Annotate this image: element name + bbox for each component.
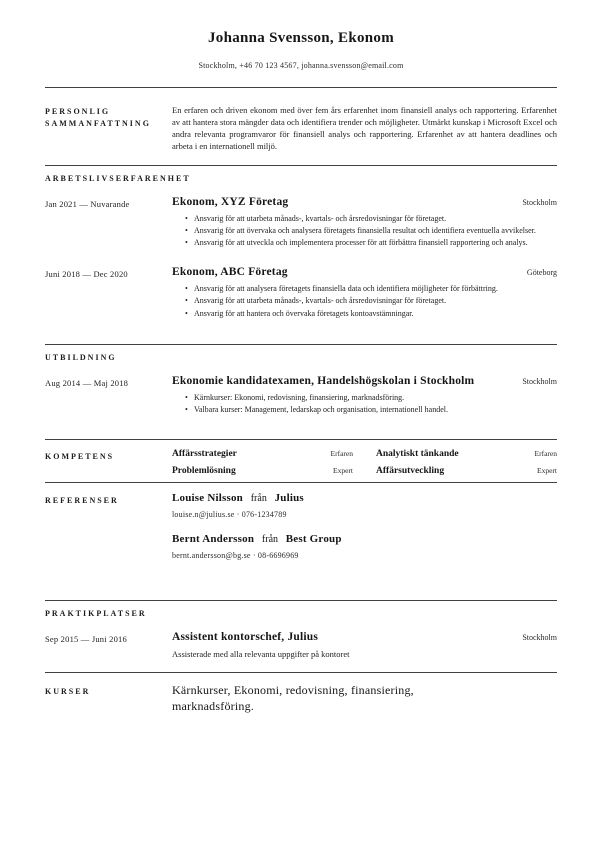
entry-dates: Jan 2021 — Nuvarande: [45, 198, 130, 209]
entry-title-row: [172, 631, 557, 643]
courses-text: Kärnkurser, Ekonomi, redovisning, finansiering, marknadsföring.: [172, 683, 414, 714]
degree-location: Stockholm: [522, 376, 557, 386]
skill-name: Analytiskt tänkande: [376, 449, 459, 460]
reference-name: Bernt Andersson: [172, 533, 255, 546]
bullet-item: • Ansvarig för att övervaka och analysera företagets finansiella resultat och identifiera eventuella avvikelser.: [185, 225, 557, 236]
skill-level: Erfaren: [534, 449, 557, 459]
skill-item: [376, 449, 557, 459]
summary-text: En erfaren och driven ekonom med över fem års erfarenhet inom finansiell analys och rapportering. Erfarenhet av att hantera stora mängder data och identifiera trender och möjligheter. Utmärkt kunskap i Microsoft Excel och andra relevanta programvaror för finansiell analys och rapportering. Erfarenhet av att hantera deadlines och arbeta i en internationell miljö.: [172, 105, 557, 152]
section-label-education: UTBILDNING: [45, 352, 117, 362]
section-experience: [45, 165, 557, 344]
reference-preposition: från: [261, 534, 279, 546]
section-courses: [45, 672, 557, 714]
internship-description: Assisterade med alla relevanta uppgifter på kontoret: [172, 649, 350, 660]
job-bullets: [172, 213, 557, 249]
internship-location: Stockholm: [522, 633, 557, 643]
section-references: [45, 482, 557, 600]
entry-main: [172, 375, 557, 416]
reference-contact: louise.n@julius.se · 076-1234789: [172, 510, 287, 520]
degree-bullets: [172, 392, 557, 415]
reference-item: [172, 492, 557, 519]
degree-title: Ekonomie kandidatexamen, Handelshögskolan i Stockholm: [172, 374, 475, 387]
internship-title: Assistent kontorschef, Julius: [172, 631, 319, 644]
section-education: [45, 344, 557, 439]
job-title: Ekonom, XYZ Företag: [172, 195, 289, 208]
reference-name-line: [172, 492, 557, 504]
contact-line: Stockholm, +46 70 123 4567, johanna.svensson@email.com: [198, 61, 404, 70]
reference-company: Best Group: [285, 533, 342, 546]
reference-contact: bernt.andersson@bg.se · 08-6696969: [172, 551, 299, 561]
reference-item: [172, 533, 557, 560]
skill-level: Expert: [537, 466, 557, 476]
entry-dates: Juni 2018 — Dec 2020: [45, 269, 128, 280]
entry-title-row: [172, 266, 557, 278]
section-skills: [45, 439, 557, 482]
entry-dates: Sep 2015 — Juni 2016: [45, 634, 127, 645]
skill-item: [172, 449, 353, 459]
entry-main: [172, 196, 557, 250]
job-location: Göteborg: [526, 268, 557, 278]
reference-name-line: [172, 533, 557, 545]
resume-header: [45, 30, 557, 70]
section-label-courses: KURSER: [45, 687, 91, 697]
job-title: Ekonom, ABC Företag: [172, 266, 288, 279]
references-list: [172, 492, 557, 560]
section-label-references: REFERENSER: [45, 496, 119, 506]
bullet-item: • Ansvarig för att analysera företagets finansiella data och identifiera möjligheter för förbättring.: [185, 283, 557, 294]
entry-title-row: [172, 196, 557, 208]
skills-grid: [172, 449, 557, 476]
section-internships: [45, 600, 557, 672]
reference-name: Louise Nilsson: [172, 492, 243, 505]
education-entry: [45, 375, 557, 416]
internship-entry: [45, 631, 557, 659]
section-label-internships: PRAKTIKPLATSER: [45, 609, 147, 619]
bullet-item: • Ansvarig för att hantera och övervaka företagets kontoavstämningar.: [185, 308, 557, 319]
section-label-summary: PERSONLIG SAMMANFATTNING: [45, 107, 151, 128]
skill-level: Expert: [333, 466, 353, 476]
entry-main: [172, 631, 557, 659]
page-title: Johanna Svensson, Ekonom: [207, 30, 395, 46]
experience-entry: [45, 266, 557, 320]
section-label-skills: KOMPETENS: [45, 452, 115, 462]
section-label-experience: ARBETSLIVSERFARENHET: [45, 173, 191, 183]
bullet-item: • Ansvarig för att utarbeta månads-, kvartals- och årsredovisningar för företaget.: [185, 213, 557, 224]
entry-dates: Aug 2014 — Maj 2018: [45, 377, 129, 388]
skill-name: Affärsutveckling: [376, 466, 445, 477]
experience-entry: [45, 196, 557, 250]
skill-item: [376, 466, 557, 476]
job-location: Stockholm: [522, 197, 557, 207]
bullet-item: • Ansvarig för att utarbeta månads-, kvartals- och årsredovisningar för företaget.: [185, 295, 557, 306]
reference-company: Julius: [274, 492, 304, 505]
bullet-item: • Valbara kurser: Management, ledarskap och organisation, internationell handel.: [185, 404, 557, 415]
reference-preposition: från: [250, 493, 267, 505]
entry-main: [172, 266, 557, 320]
skill-name: Affärsstrategier: [172, 449, 237, 460]
entry-title-row: [172, 375, 557, 387]
bullet-item: • Ansvarig för att utveckla och implementera processer för att förbättra finansiell rapportering och analys.: [185, 237, 557, 248]
skill-item: [172, 466, 353, 476]
skill-level: Erfaren: [330, 449, 353, 459]
bullet-item: • Kärnkurser: Ekonomi, redovisning, finansiering, marknadsföring.: [185, 392, 557, 403]
skill-name: Problemlösning: [172, 466, 236, 477]
section-summary: [45, 87, 557, 165]
job-bullets: [172, 283, 557, 319]
